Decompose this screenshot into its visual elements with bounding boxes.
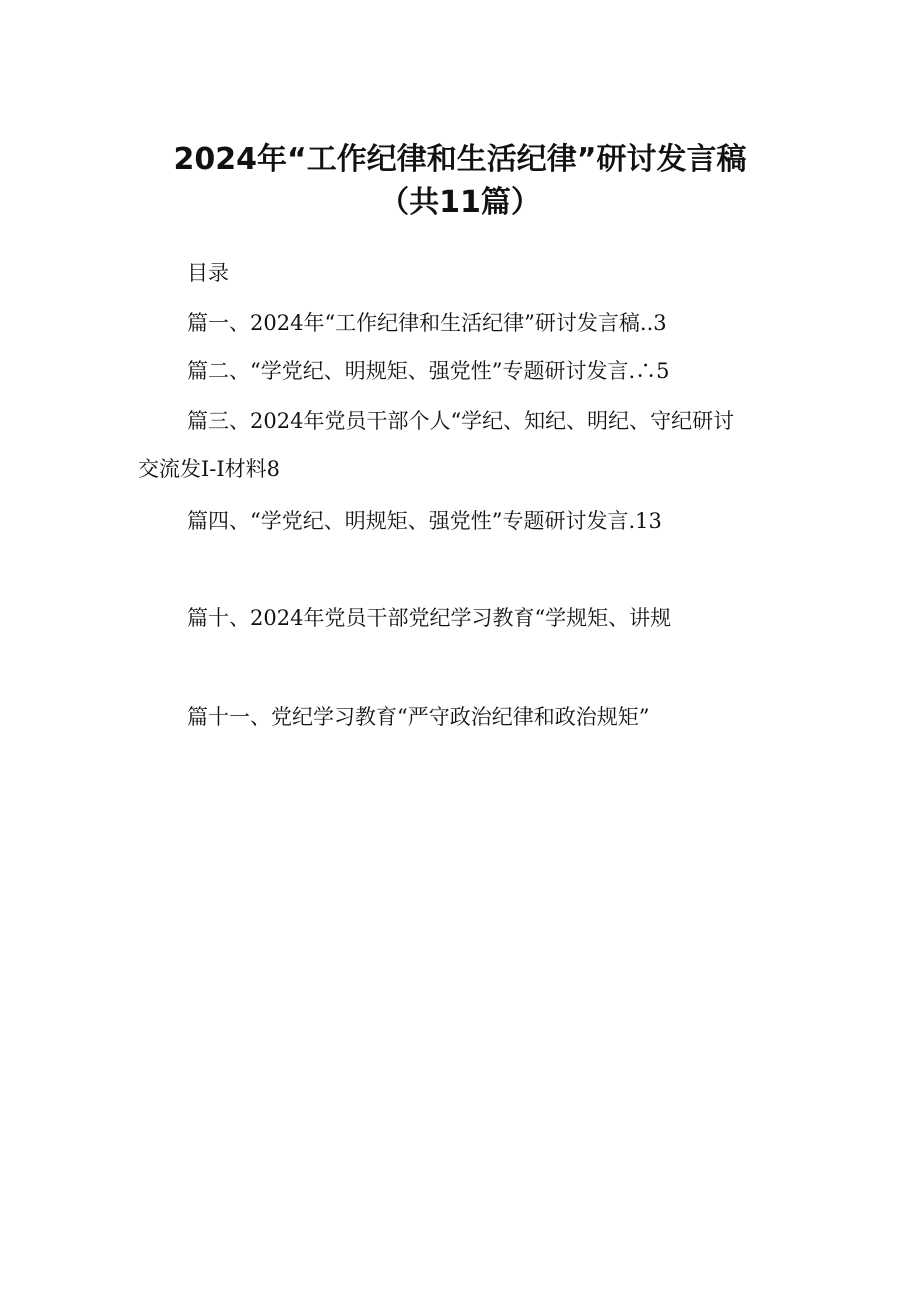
toc-heading: 目录 bbox=[187, 261, 229, 285]
toc-item-10[interactable]: 篇十、2024年党员干部党纪学习教育“学规矩、讲规 bbox=[187, 606, 672, 630]
toc-item-2[interactable]: 篇二、“学党纪、明规矩、强党性”专题研讨发言.∴5 bbox=[187, 359, 670, 383]
document-subtitle bbox=[0, 183, 920, 223]
toc-item-1[interactable]: 篇一、2024年“工作纪律和生活纪律”研讨发言稿..3 bbox=[187, 311, 667, 335]
toc-item-3-continued[interactable]: 交流发I-I材料8 bbox=[138, 457, 281, 481]
toc-item-11[interactable]: 篇十一、党纪学习教育“严守政治纪律和政治规矩” bbox=[187, 705, 650, 729]
toc-item-3[interactable]: 篇三、2024年党员干部个人“学纪、知纪、明纪、守纪研讨 bbox=[187, 409, 735, 433]
toc-item-4[interactable]: 篇四、“学党纪、明规矩、强党性”专题研讨发言.13 bbox=[187, 509, 662, 533]
article-count: （共11篇） bbox=[379, 185, 541, 220]
document-title: 2024年“工作纪律和生活纪律”研讨发言稿 bbox=[173, 142, 747, 177]
